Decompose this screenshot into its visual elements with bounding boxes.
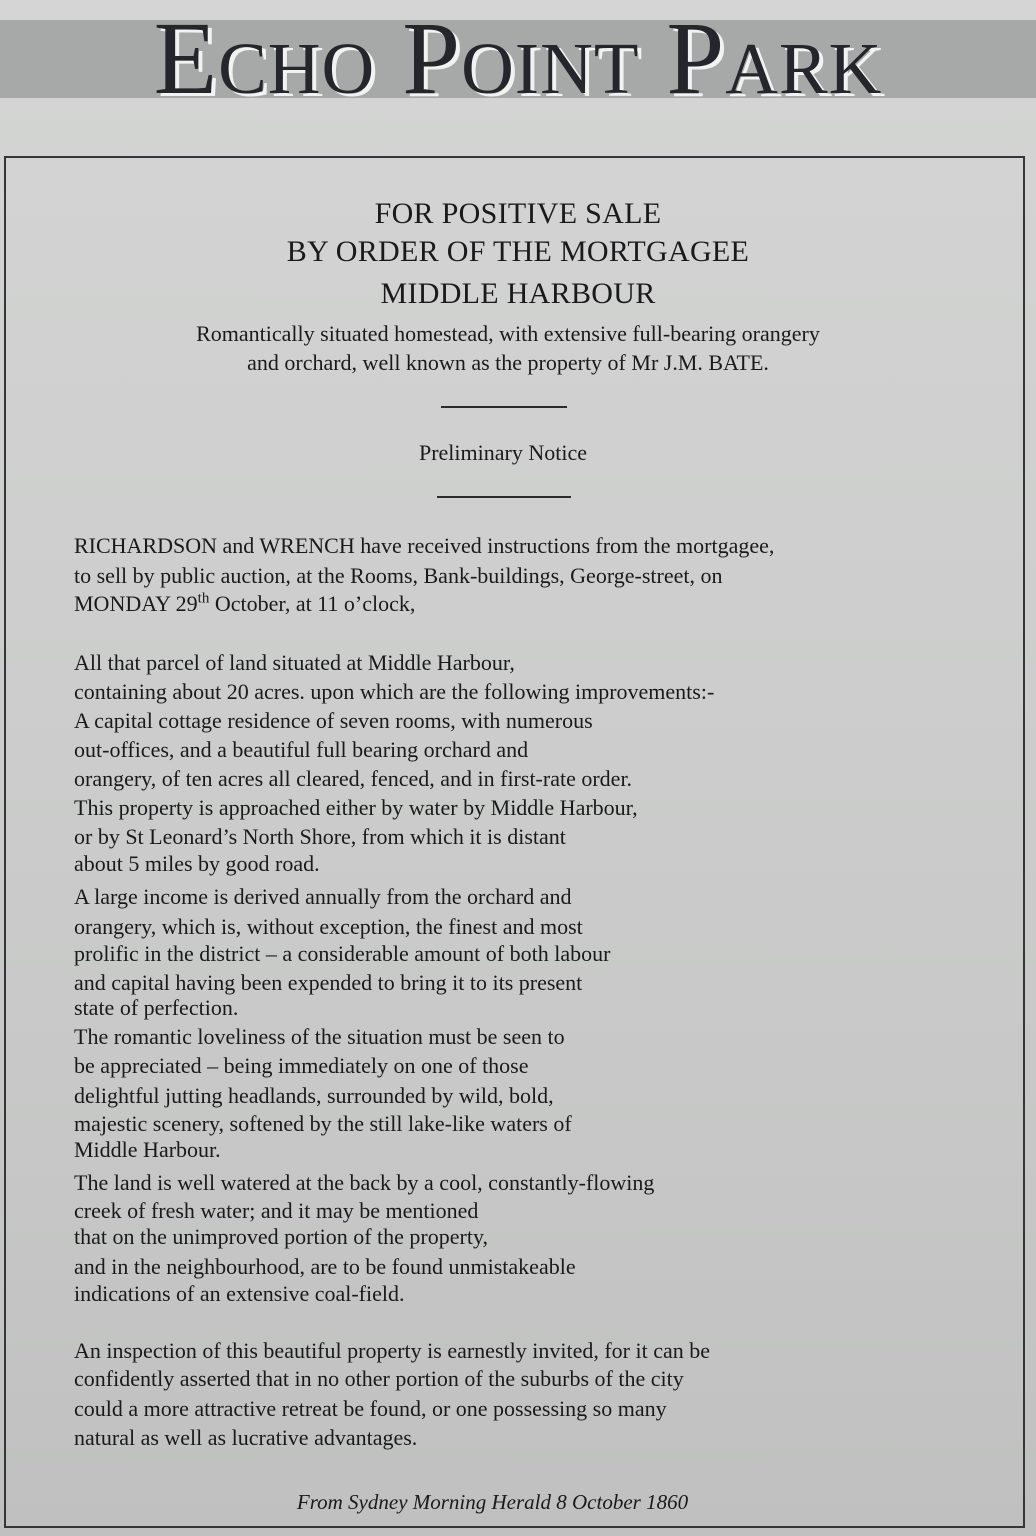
source-citation: From Sydney Morning Herald 8 October 1860 bbox=[296, 1490, 689, 1514]
description-line: and in the neighbourhood, are to be found unmistakeable bbox=[74, 1254, 576, 1279]
description-line: This property is approached either by water by Middle Harbour, bbox=[74, 795, 638, 820]
description-line: about 5 miles by good road. bbox=[74, 851, 320, 876]
description-line: The romantic loveliness of the situation must be seen to bbox=[74, 1024, 565, 1049]
description-line: containing about 20 acres. upon which are the following improvements:- bbox=[74, 679, 715, 704]
park-banner bbox=[0, 0, 1036, 125]
intro-line: to sell by public auction, at the Rooms, Bank-buildings, George-street, on bbox=[74, 563, 723, 588]
description-line: indications of an extensive coal-field. bbox=[74, 1281, 405, 1306]
description-line: be appreciated – being immediately on one of those bbox=[74, 1053, 529, 1078]
description-line: state of perfection. bbox=[74, 995, 239, 1020]
description-line: majestic scenery, softened by the still lake-like waters of bbox=[74, 1111, 572, 1136]
description-line: The land is well watered at the back by a cool, constantly-flowing bbox=[74, 1170, 655, 1195]
description-line: delightful jutting headlands, surrounded by wild, bold, bbox=[74, 1083, 554, 1108]
description-line: A capital cottage residence of seven rooms, with numerous bbox=[74, 708, 593, 733]
description-line: or by St Leonard’s North Shore, from which it is distant bbox=[74, 824, 566, 849]
date-prefix: MONDAY 29 bbox=[74, 591, 198, 616]
date-line bbox=[74, 589, 415, 618]
description-line: All that parcel of land situated at Middle Harbour, bbox=[74, 650, 515, 675]
date-suffix: October, at 11 o’clock, bbox=[209, 591, 416, 616]
closing-line: confidently asserted that in no other portion of the suburbs of the city bbox=[74, 1366, 684, 1391]
description-line: Middle Harbour. bbox=[74, 1137, 221, 1162]
subheading-line: Romantically situated homestead, with extensive full-bearing orangery bbox=[196, 321, 820, 346]
heading-line: MIDDLE HARBOUR bbox=[380, 277, 656, 310]
divider-rule bbox=[437, 496, 571, 498]
description-line: that on the unimproved portion of the property, bbox=[74, 1224, 489, 1249]
closing-line: natural as well as lucrative advantages. bbox=[74, 1425, 418, 1450]
heading-line: BY ORDER OF THE MORTGAGEE bbox=[286, 235, 750, 268]
description-line: orangery, which is, without exception, the finest and most bbox=[74, 914, 583, 939]
subheading-line: and orchard, well known as the property of Mr J.M. BATE. bbox=[247, 350, 769, 375]
divider-rule bbox=[441, 406, 567, 408]
description-line: A large income is derived annually from the orchard and bbox=[74, 884, 572, 909]
description-line: orangery, of ten acres all cleared, fenced, and in first-rate order. bbox=[74, 766, 633, 791]
description-line: out-offices, and a beautiful full bearing orchard and bbox=[74, 737, 529, 762]
intro-line: RICHARDSON and WRENCH have received instructions from the mortgagee, bbox=[74, 533, 775, 558]
description-line: creek of fresh water; and it may be mentioned bbox=[74, 1198, 479, 1223]
heading-line: FOR POSITIVE SALE bbox=[374, 197, 662, 230]
description-line: and capital having been expended to bring it to its present bbox=[74, 970, 583, 995]
park-title: Echo Point Park bbox=[153, 1, 883, 116]
date-superscript: th bbox=[197, 590, 210, 607]
description-line: prolific in the district – a considerable amount of both labour bbox=[74, 941, 611, 966]
closing-line: An inspection of this beautiful property is earnestly invited, for it can be bbox=[74, 1338, 711, 1363]
closing-line: could a more attractive retreat be found, or one possessing so many bbox=[74, 1396, 667, 1421]
preliminary-notice: Preliminary Notice bbox=[418, 440, 587, 465]
